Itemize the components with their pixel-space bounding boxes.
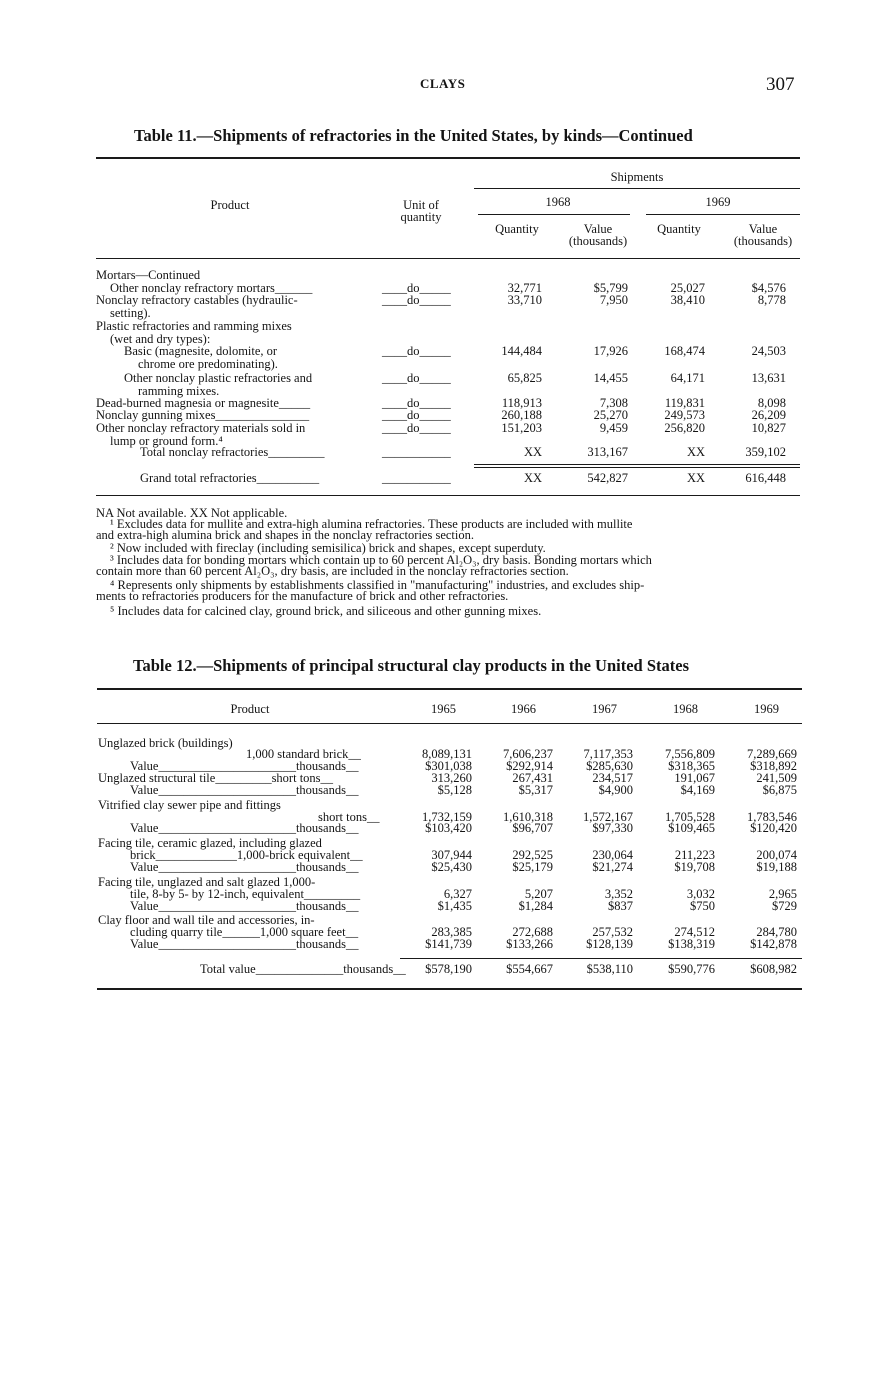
- table11-row-label: chrome ore predominating).: [138, 357, 278, 371]
- table11-note: ³ Includes data for bonding mortars which contain up to 60 percent Al₂O₃, dry basis. Bonding mortars which: [110, 553, 652, 567]
- table11-row-label: Other nonclay refractory mortars______: [110, 281, 313, 295]
- table12-row-label: short tons__: [318, 810, 380, 824]
- table11-header-rule: [96, 258, 800, 259]
- table12-cell: 1,732,159: [422, 810, 472, 824]
- table11-cell-v69: 13,631: [751, 371, 786, 385]
- table12-header-rule: [97, 723, 802, 724]
- table11-cell-v69: 26,209: [751, 408, 786, 422]
- table12-cell: 307,944: [431, 848, 472, 862]
- table12-cell: 1,705,528: [665, 810, 715, 824]
- table12-cell: 6,327: [443, 887, 472, 901]
- table11-product-header: Product: [210, 198, 250, 212]
- table11-bottom-rule: [96, 495, 800, 496]
- table12-row-label: tile, 8-by 5- by 12-inch, equivalent_________: [130, 887, 361, 901]
- table11-row-unit: ____do_____: [382, 281, 451, 295]
- table12-cell: 1,572,167: [583, 810, 633, 824]
- table12-cell: 200,074: [756, 848, 797, 862]
- table11-unit-header: Unit of quantity: [400, 198, 442, 224]
- table12-cell: 7,117,353: [583, 747, 633, 761]
- table11-total-rule-b: [474, 467, 800, 468]
- table11-cell-q69: 119,831: [664, 396, 705, 410]
- table12-cell: $608,982: [750, 962, 797, 976]
- table12-cell: $318,365: [668, 759, 715, 773]
- table12-cell: $6,875: [762, 783, 797, 797]
- table11-cell-v68: 9,459: [599, 421, 628, 435]
- table11-row-unit: ____do_____: [382, 344, 451, 358]
- table11-row-label: Mortars—Continued: [96, 268, 201, 282]
- table11-cell-v68: 7,308: [599, 396, 628, 410]
- table11-year1-header: 1968: [545, 195, 571, 209]
- table12-caption: Table 12.—Shipments of principal structural clay products in the United States: [133, 656, 690, 675]
- table12-row-label: Value______________________thousands__: [130, 937, 359, 951]
- table12-year-header: 1966: [511, 702, 536, 716]
- table11-shipments-header: Shipments: [610, 170, 664, 184]
- table12-cell: 241,509: [756, 771, 797, 785]
- table12-cell: $97,330: [592, 821, 633, 835]
- table12-row-label: Facing tile, ceramic glazed, including glazed: [98, 836, 322, 850]
- table12-row-label: Clay floor and wall tile and accessories, in-: [98, 913, 315, 927]
- table12-top-rule: [97, 688, 802, 690]
- table11-row-label: lump or ground form.⁴: [110, 434, 223, 448]
- table12-cell: 283,385: [431, 925, 472, 939]
- table12-cell: $120,420: [750, 821, 797, 835]
- table12-cell: $301,038: [425, 759, 472, 773]
- table11-note: ments to refractories producers for the manufacture of brick and other refractories.: [96, 589, 509, 603]
- table11-year2-rule: [646, 214, 800, 215]
- table11-cell-v69: 24,503: [751, 344, 786, 358]
- table12-year-header: 1968: [673, 702, 698, 716]
- table12-cell: $25,179: [512, 860, 553, 874]
- table12-cell: 274,512: [674, 925, 715, 939]
- table11-cell-q69: 38,410: [670, 293, 705, 307]
- table12-row-label: Value______________________thousands__: [130, 759, 359, 773]
- table12-cell: 7,556,809: [665, 747, 715, 761]
- table11-note: ⁵ Includes data for calcined clay, ground brick, and siliceous and other gunning mixes.: [110, 604, 542, 618]
- table12-cell: $21,274: [592, 860, 633, 874]
- table11-row-label: Total nonclay refractories_________: [140, 445, 325, 459]
- table11-cell-v68: 25,270: [593, 408, 628, 422]
- table12-row-label: Value______________________thousands__: [130, 860, 359, 874]
- table12-cell: $19,188: [756, 860, 797, 874]
- table12-cell: 211,223: [674, 848, 715, 862]
- table11-caption: Table 11.—Shipments of refractories in the United States, by kinds—Continued: [134, 126, 693, 145]
- table11-cell-q69: 168,474: [664, 344, 705, 358]
- table11-v68-header: Value (thousands): [568, 222, 628, 248]
- table12-cell: 5,207: [524, 887, 553, 901]
- table12-year-header: 1965: [431, 702, 456, 716]
- table12-cell: $1,284: [518, 899, 553, 913]
- table12-cell: $538,110: [586, 962, 633, 976]
- table12-cell: 267,431: [512, 771, 553, 785]
- table11-cell-q69: 64,171: [670, 371, 705, 385]
- table12-cell: $25,430: [431, 860, 472, 874]
- table12-cell: $1,435: [437, 899, 472, 913]
- table12-cell: $4,169: [680, 783, 715, 797]
- table12-row-label: Value______________________thousands__: [130, 821, 359, 835]
- table12-row-label: Unglazed structural tile_________short tons__: [98, 771, 334, 785]
- table11-cell-q68: 32,771: [507, 281, 542, 295]
- table11-cell-v69: 359,102: [745, 445, 786, 459]
- table11-row-unit: ____do_____: [382, 421, 451, 435]
- table12-cell: $141,739: [425, 937, 472, 951]
- table12-cell: $103,420: [425, 821, 472, 835]
- table11-cell-q69: 256,820: [664, 421, 705, 435]
- table11-year2-header: 1969: [705, 195, 731, 209]
- table11-cell-q68: 144,484: [501, 344, 542, 358]
- table12-row-label: 1,000 standard brick__: [246, 747, 361, 761]
- table11-cell-v68: 313,167: [587, 445, 628, 459]
- table12-row-label: Total value______________thousands__: [200, 962, 406, 976]
- table12-cell: 1,610,318: [503, 810, 553, 824]
- table11-row-label: setting).: [110, 306, 151, 320]
- page-number: 307: [766, 74, 795, 95]
- table12-cell: 2,965: [768, 887, 797, 901]
- table12-cell: $5,128: [437, 783, 472, 797]
- table12-cell: 284,780: [756, 925, 797, 939]
- table12-row-label: Value______________________thousands__: [130, 783, 359, 797]
- table11-row-unit: ___________: [382, 445, 451, 459]
- table12-cell: 7,289,669: [747, 747, 797, 761]
- table11-row-label: (wet and dry types):: [110, 332, 211, 346]
- table11-cell-q69: 249,573: [664, 408, 705, 422]
- table12-cell: $109,465: [668, 821, 715, 835]
- table12-total-rule: [400, 958, 802, 959]
- table11-row-unit: ____do_____: [382, 371, 451, 385]
- table12-cell: $578,190: [425, 962, 472, 976]
- table12-cell: 191,067: [674, 771, 715, 785]
- table12-cell: 272,688: [512, 925, 553, 939]
- table11-cell-v69: 8,098: [757, 396, 786, 410]
- table11-cell-v69: 10,827: [751, 421, 786, 435]
- table12-cell: $96,707: [512, 821, 553, 835]
- table12-cell: $554,667: [506, 962, 553, 976]
- table11-note: ⁴ Represents only shipments by establishments classified in "manufacturing" industries, and excludes ship-: [110, 578, 645, 592]
- table12-row-label: Value______________________thousands__: [130, 899, 359, 913]
- running-title: CLAYS: [420, 76, 466, 91]
- table11-cell-v68: 17,926: [593, 344, 628, 358]
- table11-row-unit: ____do_____: [382, 396, 451, 410]
- table11-v69-header: Value (thousands): [733, 222, 793, 248]
- table11-cell-q68: XX: [523, 445, 542, 459]
- table12-year-header: 1969: [754, 702, 779, 716]
- table12-row-label: Unglazed brick (buildings): [98, 736, 233, 750]
- table11-note: NA Not available. XX Not applicable.: [96, 506, 288, 520]
- table11-cell-v68: 7,950: [599, 293, 628, 307]
- table11-cell-q68: 260,188: [501, 408, 542, 422]
- table11-year1-rule: [478, 214, 630, 215]
- table11-row-unit: ___________: [382, 471, 451, 485]
- table12-cell: $837: [608, 899, 633, 913]
- table11-note: and extra-high alumina brick and shapes in the nonclay refractories section.: [96, 528, 474, 542]
- table12-cell: $590,776: [668, 962, 715, 976]
- table12-cell: $128,139: [586, 937, 633, 951]
- table12-product-header: Product: [230, 702, 270, 716]
- table12-cell: 313,260: [431, 771, 472, 785]
- table11-cell-v69: 616,448: [745, 471, 786, 485]
- table11-row-label: Basic (magnesite, dolomite, or: [124, 344, 278, 358]
- table11-note: contain more than 60 percent Al₂O₃, dry basis, are included in the nonclay refractories section.: [96, 564, 569, 578]
- table12-cell: $142,878: [750, 937, 797, 951]
- table11-cell-v68: $5,799: [593, 281, 628, 295]
- table12-cell: $318,892: [750, 759, 797, 773]
- table11-row-label: Other nonclay plastic refractories and: [124, 371, 313, 385]
- table11-shipments-rule: [474, 188, 800, 189]
- table11-cell-v68: 542,827: [587, 471, 628, 485]
- table11-cell-q69: XX: [686, 445, 705, 459]
- table12-cell: $285,630: [586, 759, 633, 773]
- table11-cell-q68: 118,913: [501, 396, 542, 410]
- table12-cell: 7,606,237: [503, 747, 553, 761]
- table12-cell: 3,352: [604, 887, 633, 901]
- table12-cell: $138,319: [668, 937, 715, 951]
- table12-cell: $750: [690, 899, 715, 913]
- table12-cell: 3,032: [686, 887, 715, 901]
- table11-note: ² Now included with fireclay (including semisilica) brick and shapes, except superduty.: [110, 541, 546, 555]
- table12-cell: 8,089,131: [422, 747, 472, 761]
- table11-cell-q68: 33,710: [507, 293, 542, 307]
- table12-cell: $5,317: [518, 783, 553, 797]
- table12-cell: $292,914: [506, 759, 553, 773]
- table12-cell: $729: [772, 899, 797, 913]
- table12-year-header: 1967: [592, 702, 617, 716]
- table11-row-label: Dead-burned magnesia or magnesite_____: [96, 396, 311, 410]
- table11-row-label: Nonclay gunning mixes_______________: [96, 408, 310, 422]
- table11-row-unit: ____do_____: [382, 293, 451, 307]
- table11-cell-q68: XX: [523, 471, 542, 485]
- table12-row-label: cluding quarry tile______1,000 square feet__: [130, 925, 359, 939]
- table12-row-label: Facing tile, unglazed and salt glazed 1,000-: [98, 875, 316, 889]
- table11-row-label: Other nonclay refractory materials sold in: [96, 421, 306, 435]
- table12-cell: 234,517: [592, 771, 633, 785]
- table11-total-rule-a: [474, 464, 800, 465]
- table11-top-rule: [96, 157, 800, 159]
- table11-row-label: Plastic refractories and ramming mixes: [96, 319, 292, 333]
- table12-cell: 1,783,546: [747, 810, 797, 824]
- table11-cell-v69: $4,576: [751, 281, 786, 295]
- table11-cell-q68: 151,203: [501, 421, 542, 435]
- table12-cell: 257,532: [592, 925, 633, 939]
- table12-bottom-rule: [97, 988, 802, 990]
- table12-cell: $4,900: [598, 783, 633, 797]
- table11-note: ¹ Excludes data for mullite and extra-high alumina refractories. These products are included with mullite: [110, 517, 633, 531]
- table11-row-label: Grand total refractories__________: [140, 471, 320, 485]
- table11-cell-v68: 14,455: [593, 371, 628, 385]
- table12-row-label: brick_____________1,000-brick equivalent__: [130, 848, 363, 862]
- table12-cell: $133,266: [506, 937, 553, 951]
- table11-row-unit: ____do_____: [382, 408, 451, 422]
- table11-cell-q69: 25,027: [670, 281, 705, 295]
- table11-cell-q69: XX: [686, 471, 705, 485]
- table11-q69-header: Quantity: [657, 222, 701, 236]
- table11-q68-header: Quantity: [495, 222, 539, 236]
- table12-cell: 230,064: [592, 848, 633, 862]
- table12-cell: 292,525: [512, 848, 553, 862]
- table11-cell-q68: 65,825: [507, 371, 542, 385]
- table11-cell-v69: 8,778: [757, 293, 786, 307]
- table11-row-label: ramming mixes.: [138, 384, 220, 398]
- table11-row-label: Nonclay refractory castables (hydraulic-: [96, 293, 298, 307]
- table12-cell: $19,708: [674, 860, 715, 874]
- table12-row-label: Vitrified clay sewer pipe and fittings: [98, 798, 281, 812]
